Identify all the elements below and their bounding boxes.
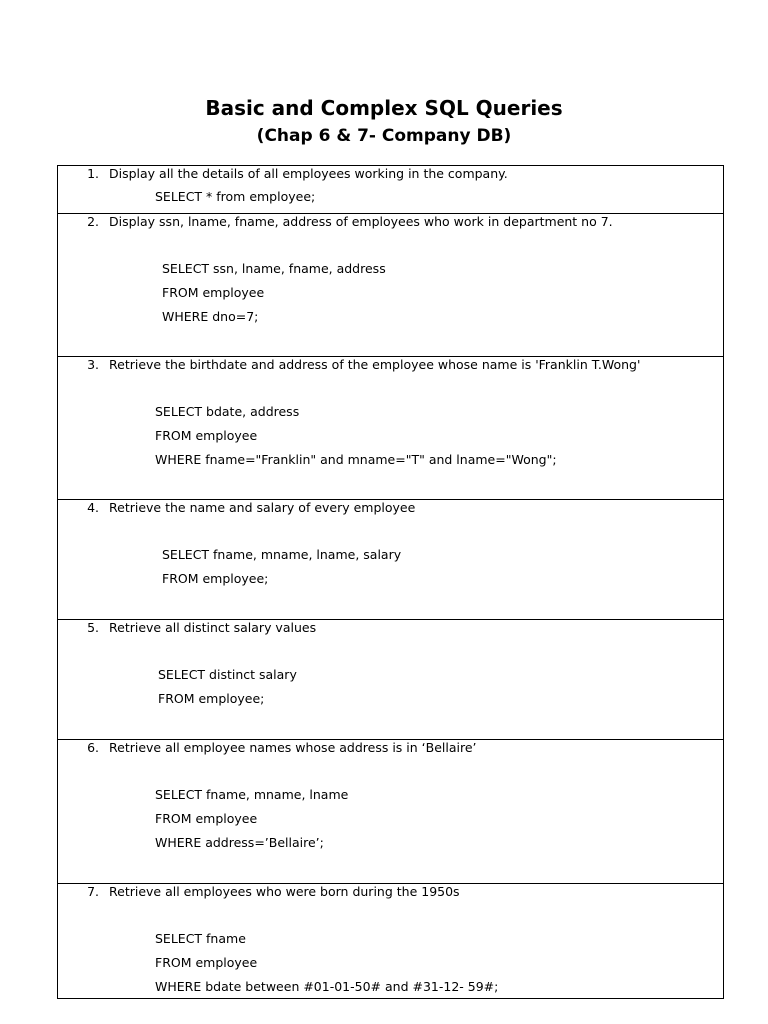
query-row-7	[58, 883, 723, 998]
query-row-2	[58, 213, 723, 356]
sql-line: WHERE dno=7;	[162, 309, 259, 324]
queries-table	[57, 165, 724, 999]
sql-block	[155, 927, 498, 999]
sql-block	[155, 185, 315, 209]
sql-line: FROM employee;	[162, 571, 269, 586]
question-number: 3.	[87, 357, 99, 372]
sql-line: SELECT fname, mname, lname	[155, 787, 349, 802]
question-number: 4.	[87, 500, 99, 515]
sql-line: SELECT fname, mname, lname, salary	[162, 547, 402, 562]
question-text: Retrieve all distinct salary values	[109, 620, 317, 635]
question-number: 1.	[87, 166, 99, 181]
sql-line: SELECT fname	[155, 931, 246, 946]
sql-block	[162, 543, 401, 591]
question-text: Display all the details of all employees working in the company.	[109, 166, 508, 181]
question-text: Retrieve all employees who were born during the 1950s	[109, 884, 460, 899]
page-title: Basic and Complex SQL Queries	[205, 96, 563, 120]
sql-line: FROM employee	[155, 428, 258, 443]
query-row-4	[58, 499, 723, 619]
question-number: 2.	[87, 214, 99, 229]
sql-line: FROM employee	[155, 955, 258, 970]
sql-line: SELECT ssn, lname, fname, address	[162, 261, 386, 276]
sql-line: WHERE fname="Franklin" and mname="T" and lname="Wong";	[155, 452, 557, 467]
sql-block	[162, 257, 386, 329]
query-row-1	[58, 166, 723, 213]
sql-line: SELECT bdate, address	[155, 404, 300, 419]
question-text: Retrieve the name and salary of every employee	[109, 500, 416, 515]
page-subtitle: (Chap 6 & 7- Company DB)	[256, 126, 512, 146]
query-row-6	[58, 739, 723, 883]
question-text: Retrieve all employee names whose address is in ‘Bellaire’	[109, 740, 477, 755]
sql-line: SELECT * from employee;	[155, 189, 316, 204]
question-text: Retrieve the birthdate and address of the employee whose name is 'Franklin T.Wong'	[109, 357, 641, 372]
sql-block	[158, 663, 297, 711]
sql-line: FROM employee	[162, 285, 265, 300]
sql-block	[155, 783, 348, 855]
sql-line: FROM employee;	[158, 691, 265, 706]
question-number: 6.	[87, 740, 99, 755]
question-number: 5.	[87, 620, 99, 635]
query-row-5	[58, 619, 723, 739]
sql-line: FROM employee	[155, 811, 258, 826]
sql-block	[155, 400, 557, 472]
question-number: 7.	[87, 884, 99, 899]
query-row-3	[58, 356, 723, 499]
sql-line: WHERE bdate between #01-01-50# and #31-12- 59#;	[155, 979, 499, 994]
sql-line: WHERE address=’Bellaire’;	[155, 835, 324, 850]
question-text: Display ssn, lname, fname, address of employees who work in department no 7.	[109, 214, 613, 229]
sql-line: SELECT distinct salary	[158, 667, 297, 682]
